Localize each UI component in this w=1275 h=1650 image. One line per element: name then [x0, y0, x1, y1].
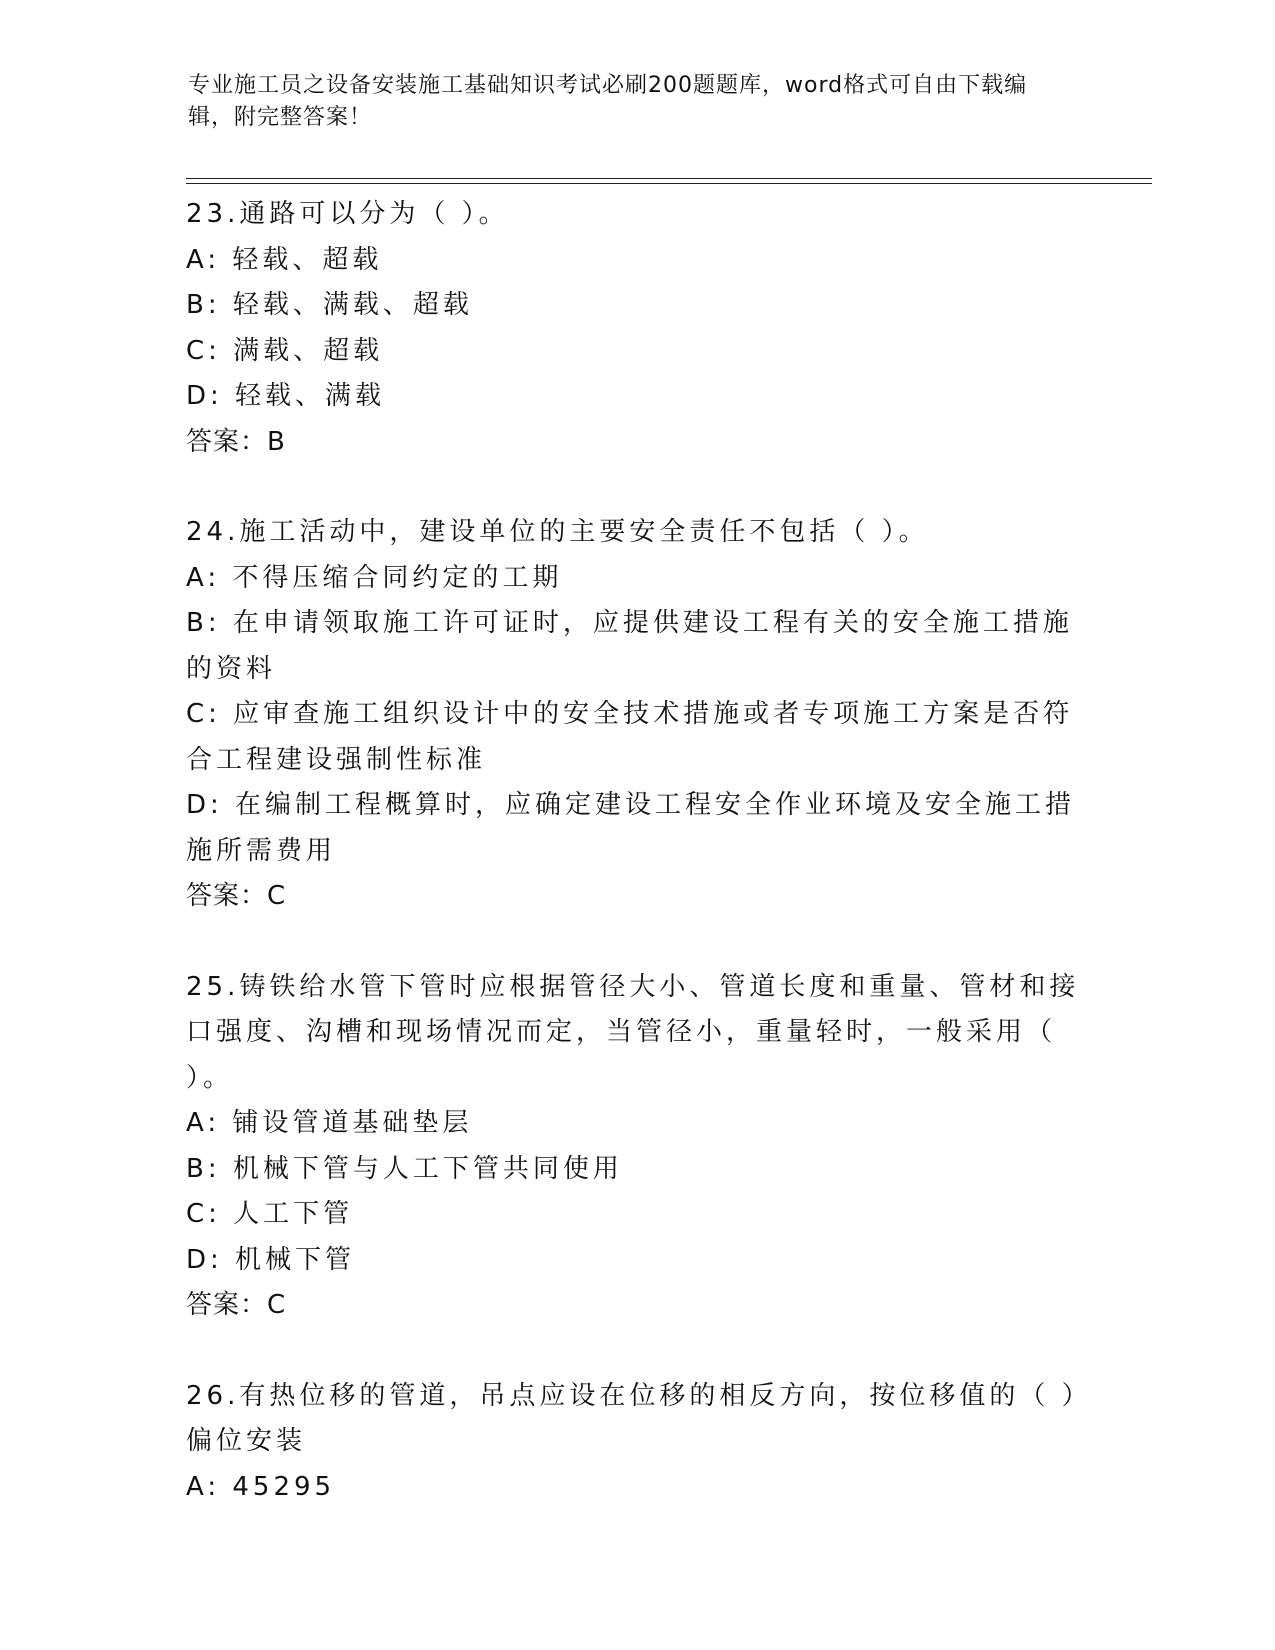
question-stem: 26.有热位移的管道，吊点应设在位移的相反方向，按位移值的（ ）偏位安装 [186, 1380, 1079, 1456]
question-stem: 23.通路可以分为（ ）。 [186, 199, 509, 229]
option-b: B: 机械下管与人工下管共同使用 [186, 1153, 623, 1184]
option-a: A: 铺设管道基础垫层 [186, 1108, 473, 1138]
question-24 [186, 510, 1086, 920]
question-25 [186, 965, 1086, 1329]
question-stem: 25.铸铁给水管下管时应根据管径大小、管道长度和重量、管材和接口强度、沟槽和现场情况而定，当管径小，重量轻时，一般采用（ ）。 [186, 971, 1080, 1093]
spacer [186, 465, 1086, 510]
answer-line: 答案：C [186, 1290, 287, 1320]
option-b: B: 轻载、满载、超载 [186, 290, 473, 320]
option-a: A: 45295 [186, 1471, 336, 1502]
option-d: D: 在编制工程概算时，应确定建设工程安全作业环境及安全施工措施所需费用 [186, 790, 1076, 866]
answer-line: 答案：C [186, 881, 287, 911]
spacer [186, 920, 1086, 965]
option-c: C: 应审查施工组织设计中的安全技术措施或者专项施工方案是否符合工程建设强制性标准 [186, 699, 1074, 775]
question-26 [186, 1374, 1086, 1511]
question-23 [186, 192, 1086, 465]
option-d: D: 机械下管 [186, 1244, 356, 1275]
answer-line: 答案：B [186, 426, 286, 457]
document-header: 专业施工员之设备安装施工基础知识考试必刷200题题库，word格式可自由下载编辑，附完整答案！ [188, 73, 1028, 130]
option-a: A: 轻载、超载 [186, 244, 383, 275]
question-stem: 24.施工活动中，建设单位的主要安全责任不包括（ ）。 [186, 517, 929, 547]
question-list [186, 192, 1086, 1510]
spacer [186, 1329, 1086, 1374]
option-a: A: 不得压缩合同约定的工期 [186, 562, 563, 593]
option-c: C: 人工下管 [186, 1199, 354, 1229]
option-c: C: 满载、超载 [186, 335, 384, 366]
header-rule-bottom [186, 183, 1152, 184]
header-rule-top [186, 178, 1152, 179]
option-d: D: 轻载、满载 [186, 381, 386, 411]
option-b: B: 在申请领取施工许可证时，应提供建设工程有关的安全施工措施的资料 [186, 608, 1073, 684]
